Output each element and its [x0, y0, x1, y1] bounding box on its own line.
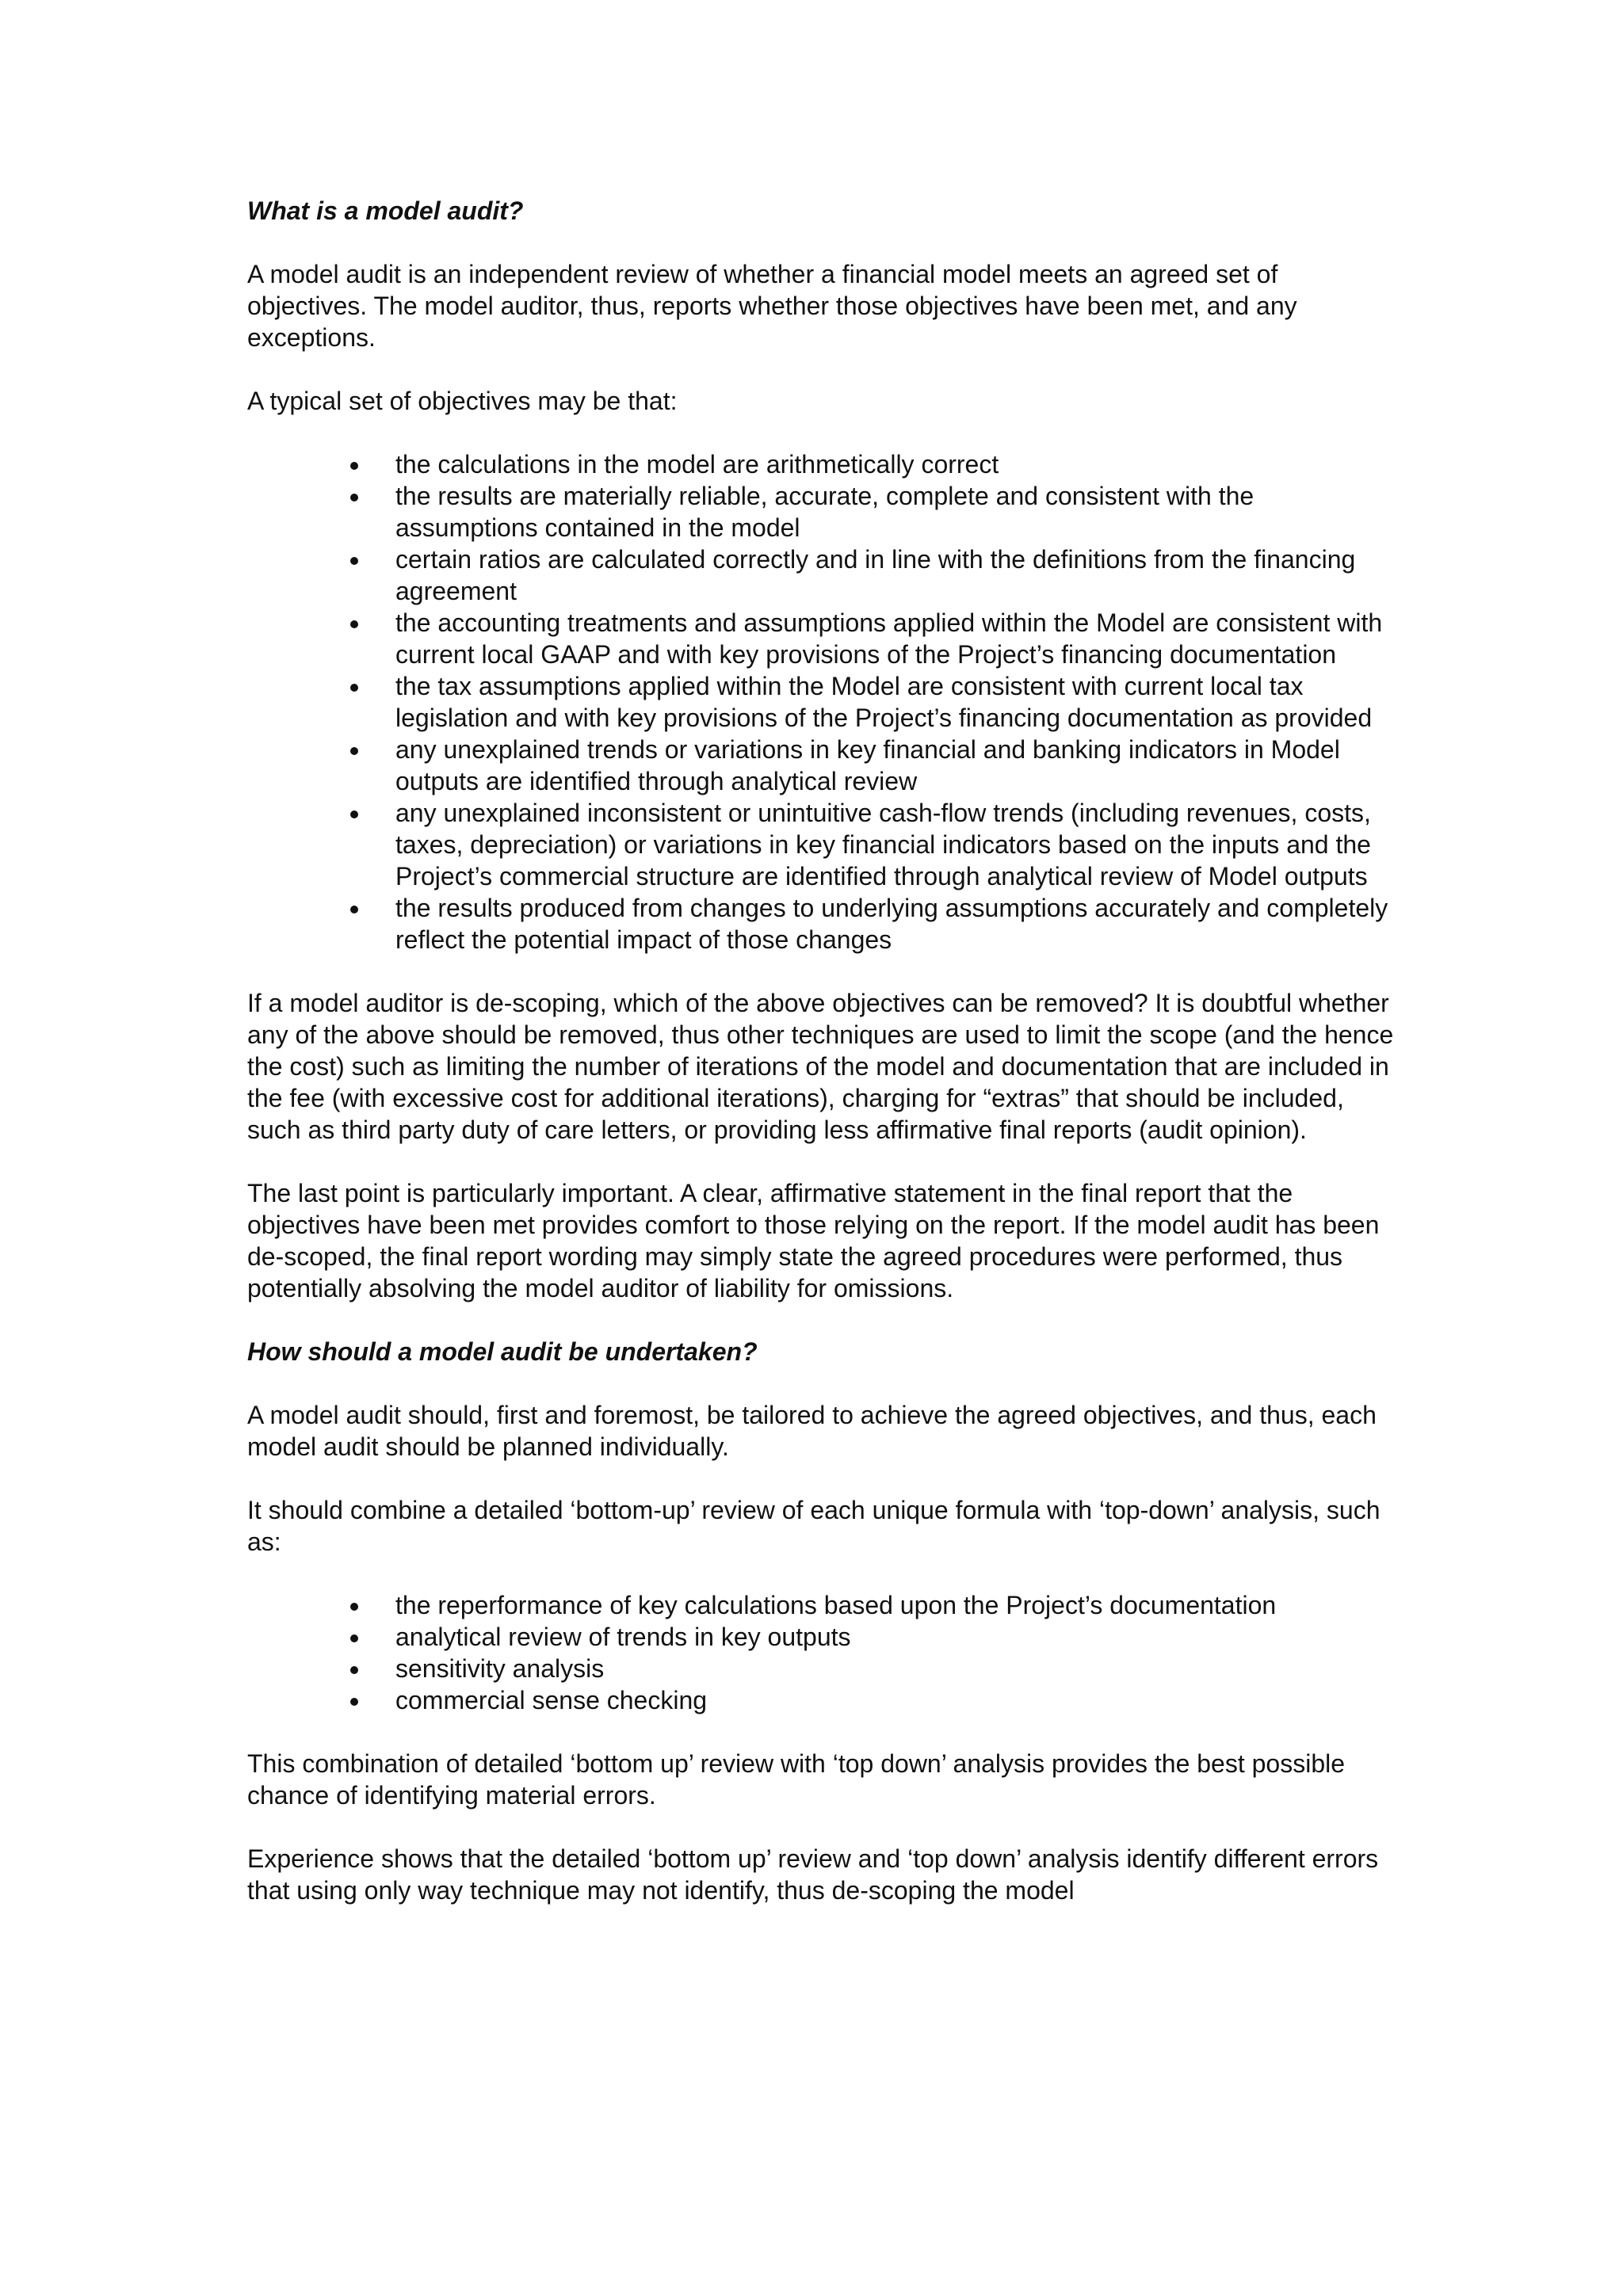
list-item-text: certain ratios are calculated correctly and in line with the definitions from the financing agreement: [395, 545, 1356, 605]
bullet-icon: [350, 684, 358, 692]
bullet-icon: [350, 1698, 358, 1706]
paragraph-final-report: The last point is particularly important. A clear, affirmative statement in the final report that the objectives have been met provides comfort to those relying on the report. If the model audit has been de-scoped, the final report wording may simply state the agreed procedures were performed, thus potentially absolving the model auditor of liability for omissions.: [247, 1179, 1380, 1302]
list-item: [395, 1621, 1396, 1653]
bullet-icon: [350, 462, 358, 470]
bullet-icon: [350, 1603, 358, 1611]
bullet-icon: [350, 810, 358, 818]
paragraph-objectives-intro: A typical set of objectives may be that:: [247, 387, 678, 415]
list-item: [395, 1653, 1396, 1684]
list-item: [395, 448, 1396, 480]
document-body: [247, 195, 1396, 1938]
paragraph-definition: A model audit is an independent review of whether a financial model meets an agreed set of objectives. The model auditor, thus, reports whether those objectives have been met, and any exceptions.: [247, 260, 1297, 352]
paragraph-combination-benefit: This combination of detailed ‘bottom up’ review with ‘top down’ analysis provides the best possible chance of identifying material errors.: [247, 1749, 1346, 1810]
list-item-text: the results produced from changes to underlying assumptions accurately and completely reflect the potential impact of those changes: [395, 894, 1388, 954]
list-item: [395, 892, 1396, 955]
list-item-text: the accounting treatments and assumptions applied within the Model are consistent with current local GAAP and with key provisions of the Project’s financing documentation: [395, 608, 1383, 669]
list-item-text: sensitivity analysis: [395, 1654, 605, 1683]
list-item: [395, 734, 1396, 797]
list-item: [395, 797, 1396, 892]
list-item-text: any unexplained inconsistent or unintuitive cash-flow trends (including revenues, costs, taxes, depreciation) or variations in key financial indicators based on the inputs and the Project’s commercial structure are identified through analytical review of Model outputs: [395, 799, 1371, 891]
paragraph-tailored: A model audit should, first and foremost, be tailored to achieve the agreed objectives, and thus, each model audit should be planned individually.: [247, 1401, 1377, 1461]
list-item-text: the calculations in the model are arithmetically correct: [395, 450, 999, 479]
list-item-text: the reperformance of key calculations based upon the Project’s documentation: [395, 1591, 1277, 1619]
paragraph-descoping: If a model auditor is de-scoping, which of the above objectives can be removed? It is doubtful whether any of the above should be removed, thus other techniques are used to limit the scope (and the hence the cost) such as limiting the number of iterations of the model and documentation that are included in the fee (with excessive cost for additional iterations), charging for “extras” that should be included, such as third party duty of care letters, or providing less affirmative final reports (audit opinion).: [247, 989, 1394, 1144]
list-item: [395, 1684, 1396, 1716]
list-item: [395, 543, 1396, 607]
bullet-icon: [350, 494, 358, 502]
bullet-icon: [350, 747, 358, 755]
paragraph-experience: Experience shows that the detailed ‘bottom up’ review and ‘top down’ analysis identify different errors that using only way technique may not identify, thus de-scoping the model: [247, 1844, 1379, 1905]
section-heading-how-to-undertake: How should a model audit be undertaken?: [247, 1337, 758, 1366]
analyses-list: [247, 1589, 1396, 1716]
list-item-text: the tax assumptions applied within the Model are consistent with current local tax legislation and with key provisions of the Project’s financing documentation as provided: [395, 672, 1373, 732]
list-item-text: analytical review of trends in key outputs: [395, 1623, 851, 1651]
list-item: [395, 1589, 1396, 1621]
list-item: [395, 480, 1396, 543]
bullet-icon: [350, 1666, 358, 1674]
section-heading-what-is-model-audit: What is a model audit?: [247, 196, 524, 225]
list-item-text: the results are materially reliable, accurate, complete and consistent with the assumptions contained in the model: [395, 482, 1254, 542]
bullet-icon: [350, 906, 358, 913]
bullet-icon: [350, 620, 358, 628]
bullet-icon: [350, 1634, 358, 1642]
list-item-text: commercial sense checking: [395, 1686, 708, 1714]
list-item: [395, 670, 1396, 734]
objectives-list: [247, 448, 1396, 955]
bullet-icon: [350, 557, 358, 565]
paragraph-combine: It should combine a detailed ‘bottom-up’ review of each unique formula with ‘top-down’ analysis, such as:: [247, 1496, 1381, 1556]
list-item: [395, 607, 1396, 670]
list-item-text: any unexplained trends or variations in key financial and banking indicators in Model outputs are identified through analytical review: [395, 735, 1340, 795]
